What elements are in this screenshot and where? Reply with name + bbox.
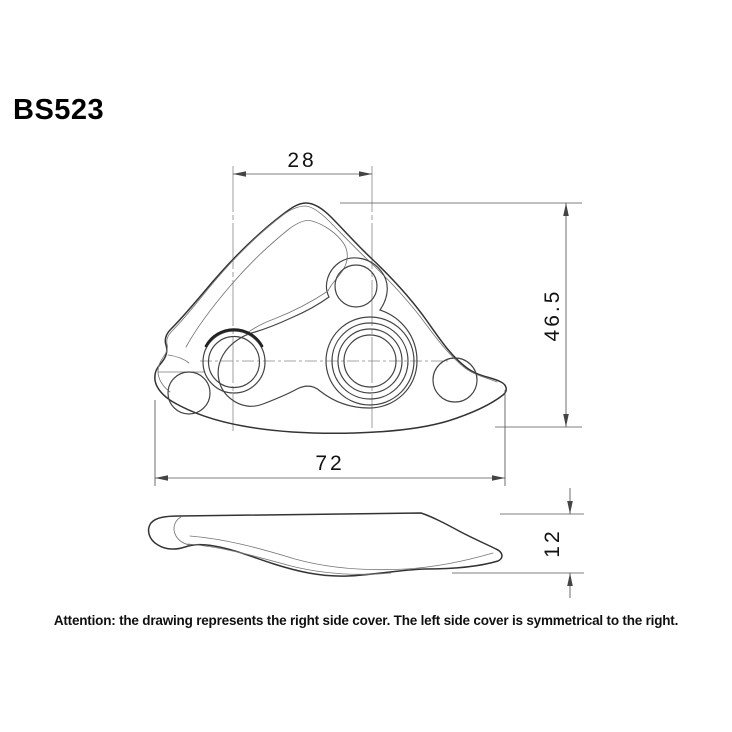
beak-band-line [168,355,189,363]
top-pivot-hole [335,265,377,307]
dim-28-arrow-right [359,171,372,177]
dim-72-label: 72 [315,452,345,475]
dim-28-arrow-left [233,171,246,177]
dim-72-arrow-left [155,475,168,481]
side-view [149,513,502,576]
left-hole-outer-ring [203,331,265,393]
side-view-outline [149,513,502,576]
dimension-width [155,390,505,486]
dim-72-arrow-right [492,475,505,481]
rib-line [247,291,328,333]
dim-465-arrow-top [563,203,569,216]
dimension-thickness [452,488,584,598]
dim-12-label: 12 [541,528,564,558]
dimension-hole-spacing [233,149,372,177]
attention-note: Attention: the drawing represents the right side cover. The left side cover is symmetrical to the right. [53,613,679,628]
dimension-height [340,203,582,427]
right-hole [433,358,477,402]
part-number-label: BS523 [13,94,105,126]
dim-28-label: 28 [287,149,317,172]
dim-12-arrow-bottom [567,573,573,586]
dim-465-arrow-bottom [563,414,569,427]
top-view [155,166,506,433]
left-hole-bore [209,337,260,388]
dim-12-arrow-top [567,501,573,514]
bottom-left-hole [168,372,210,414]
dim-465-label: 46.5 [541,288,564,342]
side-view-tab-inner-line [174,517,190,545]
side-view-surface-line-lower [188,544,391,574]
side-view-surface-line-upper [190,536,493,570]
